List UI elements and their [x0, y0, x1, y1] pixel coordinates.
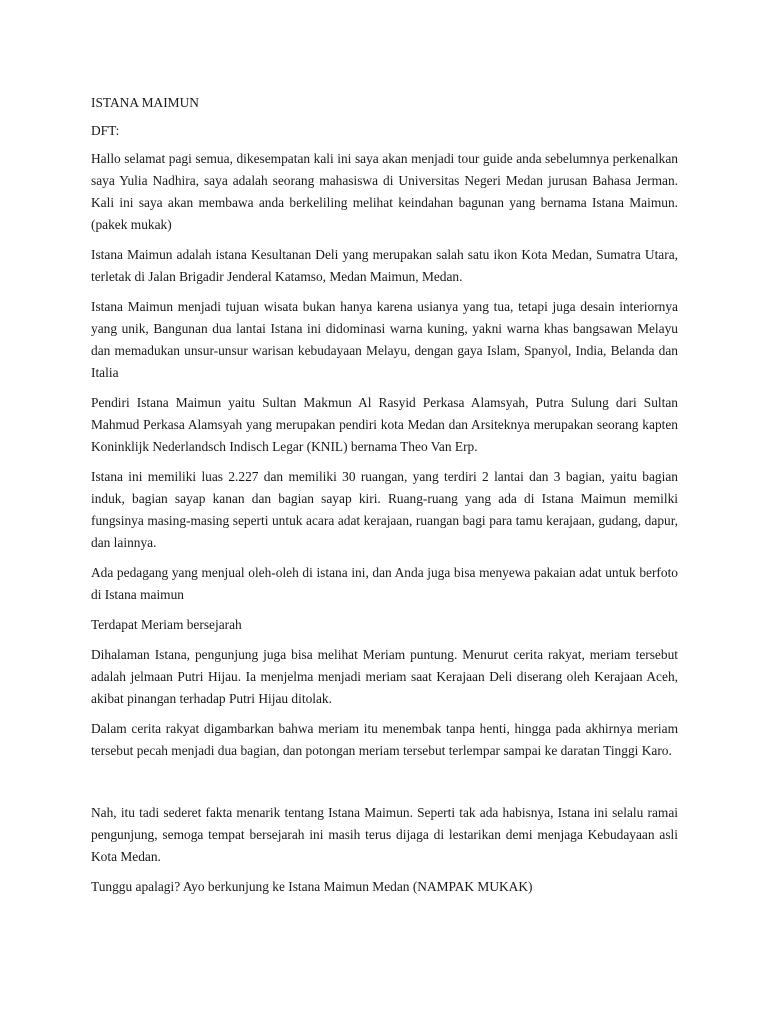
document-page — [91, 92, 678, 906]
document-title: ISTANA MAIMUN — [91, 95, 199, 110]
paragraph-cannon-heading: Terdapat Meriam bersejarah — [91, 617, 242, 632]
paragraph-introduction: Hallo selamat pagi semua, dikesempatan kali ini saya akan menjadi tour guide anda sebelumnya perkenalkan saya Yulia Nadhira, saya adalah seorang mahasiswa di Universitas Negeri Medan jurusan Bahasa Jerman. Kali ini saya akan membawa anda berkeliling melihat keindahan bagunan yang bernama Istana Maimun. (pakek mukak) — [91, 151, 678, 232]
paragraph-folk-tale: Dalam cerita rakyat digambarkan bahwa meriam itu menembak tanpa henti, hingga pada akhirnya meriam tersebut pecah menjadi dua bagian, dan potongan meriam tersebut terlempar sampai ke daratan Tinggi Karo. — [91, 721, 678, 758]
paragraph-invitation: Tunggu apalagi? Ayo berkunjung ke Istana Maimun Medan (NAMPAK MUKAK) — [91, 879, 533, 894]
paragraph-founder: Pendiri Istana Maimun yaitu Sultan Makmun Al Rasyid Perkasa Alamsyah, Putra Sulung dari Sultan Mahmud Perkasa Alamsyah yang merupakan pendiri kota Medan dan Arsiteknya merupakan seorang kapten Koninklijk Nederlandsch Indisch Legar (KNIL) bernama Theo Van Erp. — [91, 395, 678, 454]
paragraph-souvenirs: Ada pedagang yang menjual oleh-oleh di istana ini, dan Anda juga bisa menyewa pakaian adat untuk berfoto di Istana maimun — [91, 565, 678, 602]
paragraph-cannon-legend: Dihalaman Istana, pengunjung juga bisa melihat Meriam puntung. Menurut cerita rakyat, meriam tersebut adalah jelmaan Putri Hijau. Ia menjelma menjadi meriam saat Kerajaan Deli diserang oleh Kerajaan Aceh, akibat pinangan terhadap Putri Hijau ditolak. — [91, 647, 678, 706]
paragraph-closing: Nah, itu tadi sederet fakta menarik tentang Istana Maimun. Seperti tak ada habisnya, Istana ini selalu ramai pengunjung, semoga tempat bersejarah ini masih terus dijaga di lestarikan demi menjaga Kebudayaan asli Kota Medan. — [91, 805, 678, 864]
paragraph-tourism-design: Istana Maimun menjadi tujuan wisata bukan hanya karena usianya yang tua, tetapi juga desain interiornya yang unik, Bangunan dua lantai Istana ini didominasi warna kuning, yakni warna khas bangsawan Melayu dan memadukan unsur-unsur warisan kebudayaan Melayu, dengan gaya Islam, Spanyol, India, Belanda dan Italia — [91, 299, 678, 380]
blank-line — [91, 770, 678, 802]
paragraph-rooms: Istana ini memiliki luas 2.227 dan memiliki 30 ruangan, yang terdiri 2 lantai dan 3 bagian, yaitu bagian induk, bagian sayap kanan dan bagian sayap kiri. Ruang-ruang yang ada di Istana Maimun memilki fungsinya masing-masing seperti untuk acara adat kerajaan, ruangan bagi para tamu kerajaan, gudang, dapur, dan lainnya. — [91, 469, 678, 550]
paragraph-palace-overview: Istana Maimun adalah istana Kesultanan Deli yang merupakan salah satu ikon Kota Medan, Sumatra Utara, terletak di Jalan Brigadir Jenderal Katamso, Medan Maimun, Medan. — [91, 247, 678, 284]
draft-label: DFT: — [91, 123, 120, 138]
